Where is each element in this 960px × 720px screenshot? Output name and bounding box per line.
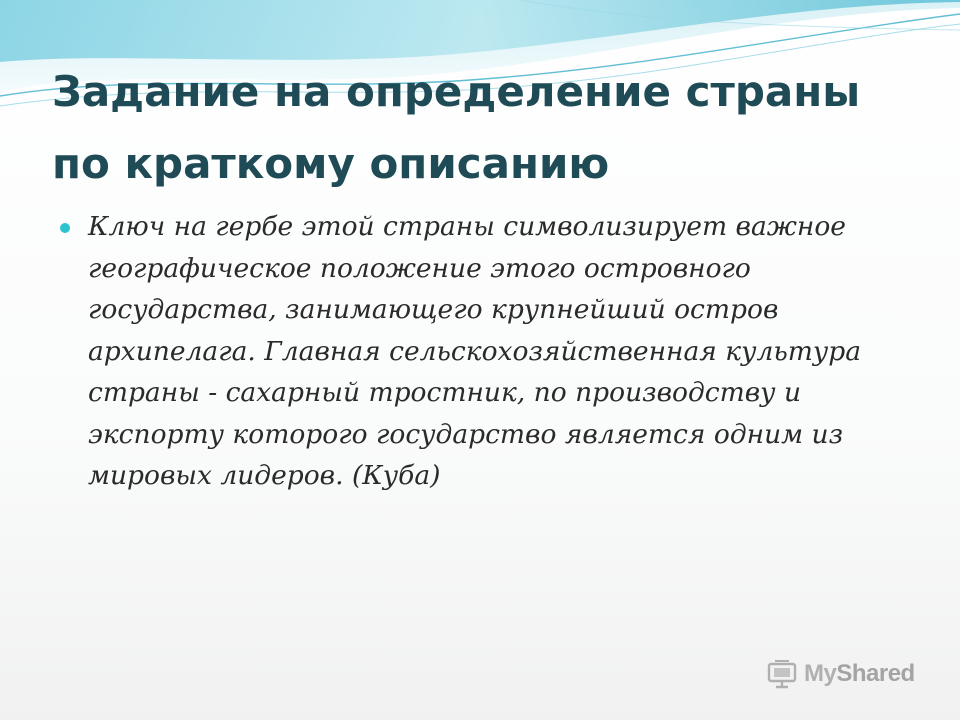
slide-title: Задание на определение страны по краткому описанию — [52, 67, 861, 188]
bullet-item — [60, 206, 920, 497]
slide-content — [60, 206, 920, 497]
bullet-text: Ключ на гербе этой страны символизирует важное географическое положение этого островного государства, занимающего крупнейший остров архипелага. Главная сельскохозяйственная культура страны - сахарный тростник, по производству и экспорту которого государство является одним из мировых лидеров. (Куба) — [88, 211, 862, 491]
mysharedwatermark — [766, 656, 915, 692]
bullet-dot-icon — [60, 223, 70, 233]
presentation-screen-icon — [766, 658, 798, 690]
watermark-text: MyShared — [804, 660, 915, 687]
